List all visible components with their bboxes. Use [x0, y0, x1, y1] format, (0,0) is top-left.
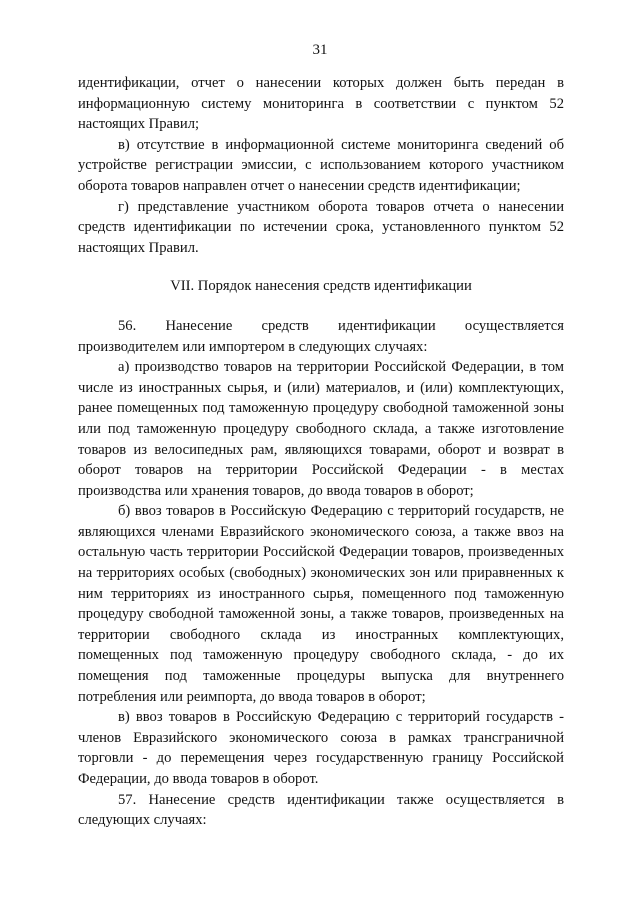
paragraph-item-v: в) отсутствие в информационной системе мониторинга сведений об устройстве регистрации эмиссии, с использованием которого участником оборота товаров направлен отчет о нанесении средств идентификации;: [78, 136, 564, 194]
paragraph-item-g: г) представление участником оборота товаров отчета о нанесении средств идентификации по истечении срока, установленного пунктом 52 настоящих Правил.: [78, 198, 564, 256]
paragraph-56-item-a: а) производство товаров на территории Российской Федерации, в том числе из иностранных сырья, и (или) материалов, и (или) комплектующих, ранее помещенных под таможенную процедуру свободной таможенной зоны или под таможенную процедуру свободного склада, а также изготовление товаров из велосипедных рам, являющихся товарами, оборот и возврат в оборот товаров на территории Российской Федерации - в местах производства или хранения товаров, до ввода товаров в оборот;: [78, 359, 564, 499]
paragraph-56: 56. Нанесение средств идентификации осуществляется производителем или импортером в следующих случаях:: [78, 317, 564, 355]
document-body: [78, 73, 564, 831]
paragraph-continuation: идентификации, отчет о нанесении которых должен быть передан в информационную систему мониторинга в соответствии с пунктом 52 настоящих Правил;: [78, 75, 564, 133]
paragraph-57: 57. Нанесение средств идентификации также осуществляется в следующих случаях:: [78, 791, 564, 829]
page-number: 31: [312, 42, 328, 58]
paragraph-56-item-b: б) ввоз товаров в Российскую Федерацию с территорий государств, не являющихся членами Евразийского экономического союза, а также ввоз на остальную часть территории Российской Федерации товаров, произведенных на территориях особых (свободных) экономических зон или приравненных к ним территориях из иностранного сырья, помещенного под таможенную процедуру свободной таможенной зоны, а также товаров, произведенных на территории свободного склада из иностранных комплектующих, помещенных под таможенную процедуру свободного склада, - до их помещения под таможенные процедуры выпуска для внутреннего потребления или реимпорта, до ввода товаров в оборот;: [78, 503, 564, 705]
paragraph-56-item-v: в) ввоз товаров в Российскую Федерацию с территорий государств - членов Евразийского экономического союза в рамках трансграничной торговли - до перемещения через государственную границу Российской Федерации, до ввода товаров в оборот.: [78, 709, 564, 787]
section-heading: VII. Порядок нанесения средств идентификации: [170, 278, 472, 295]
